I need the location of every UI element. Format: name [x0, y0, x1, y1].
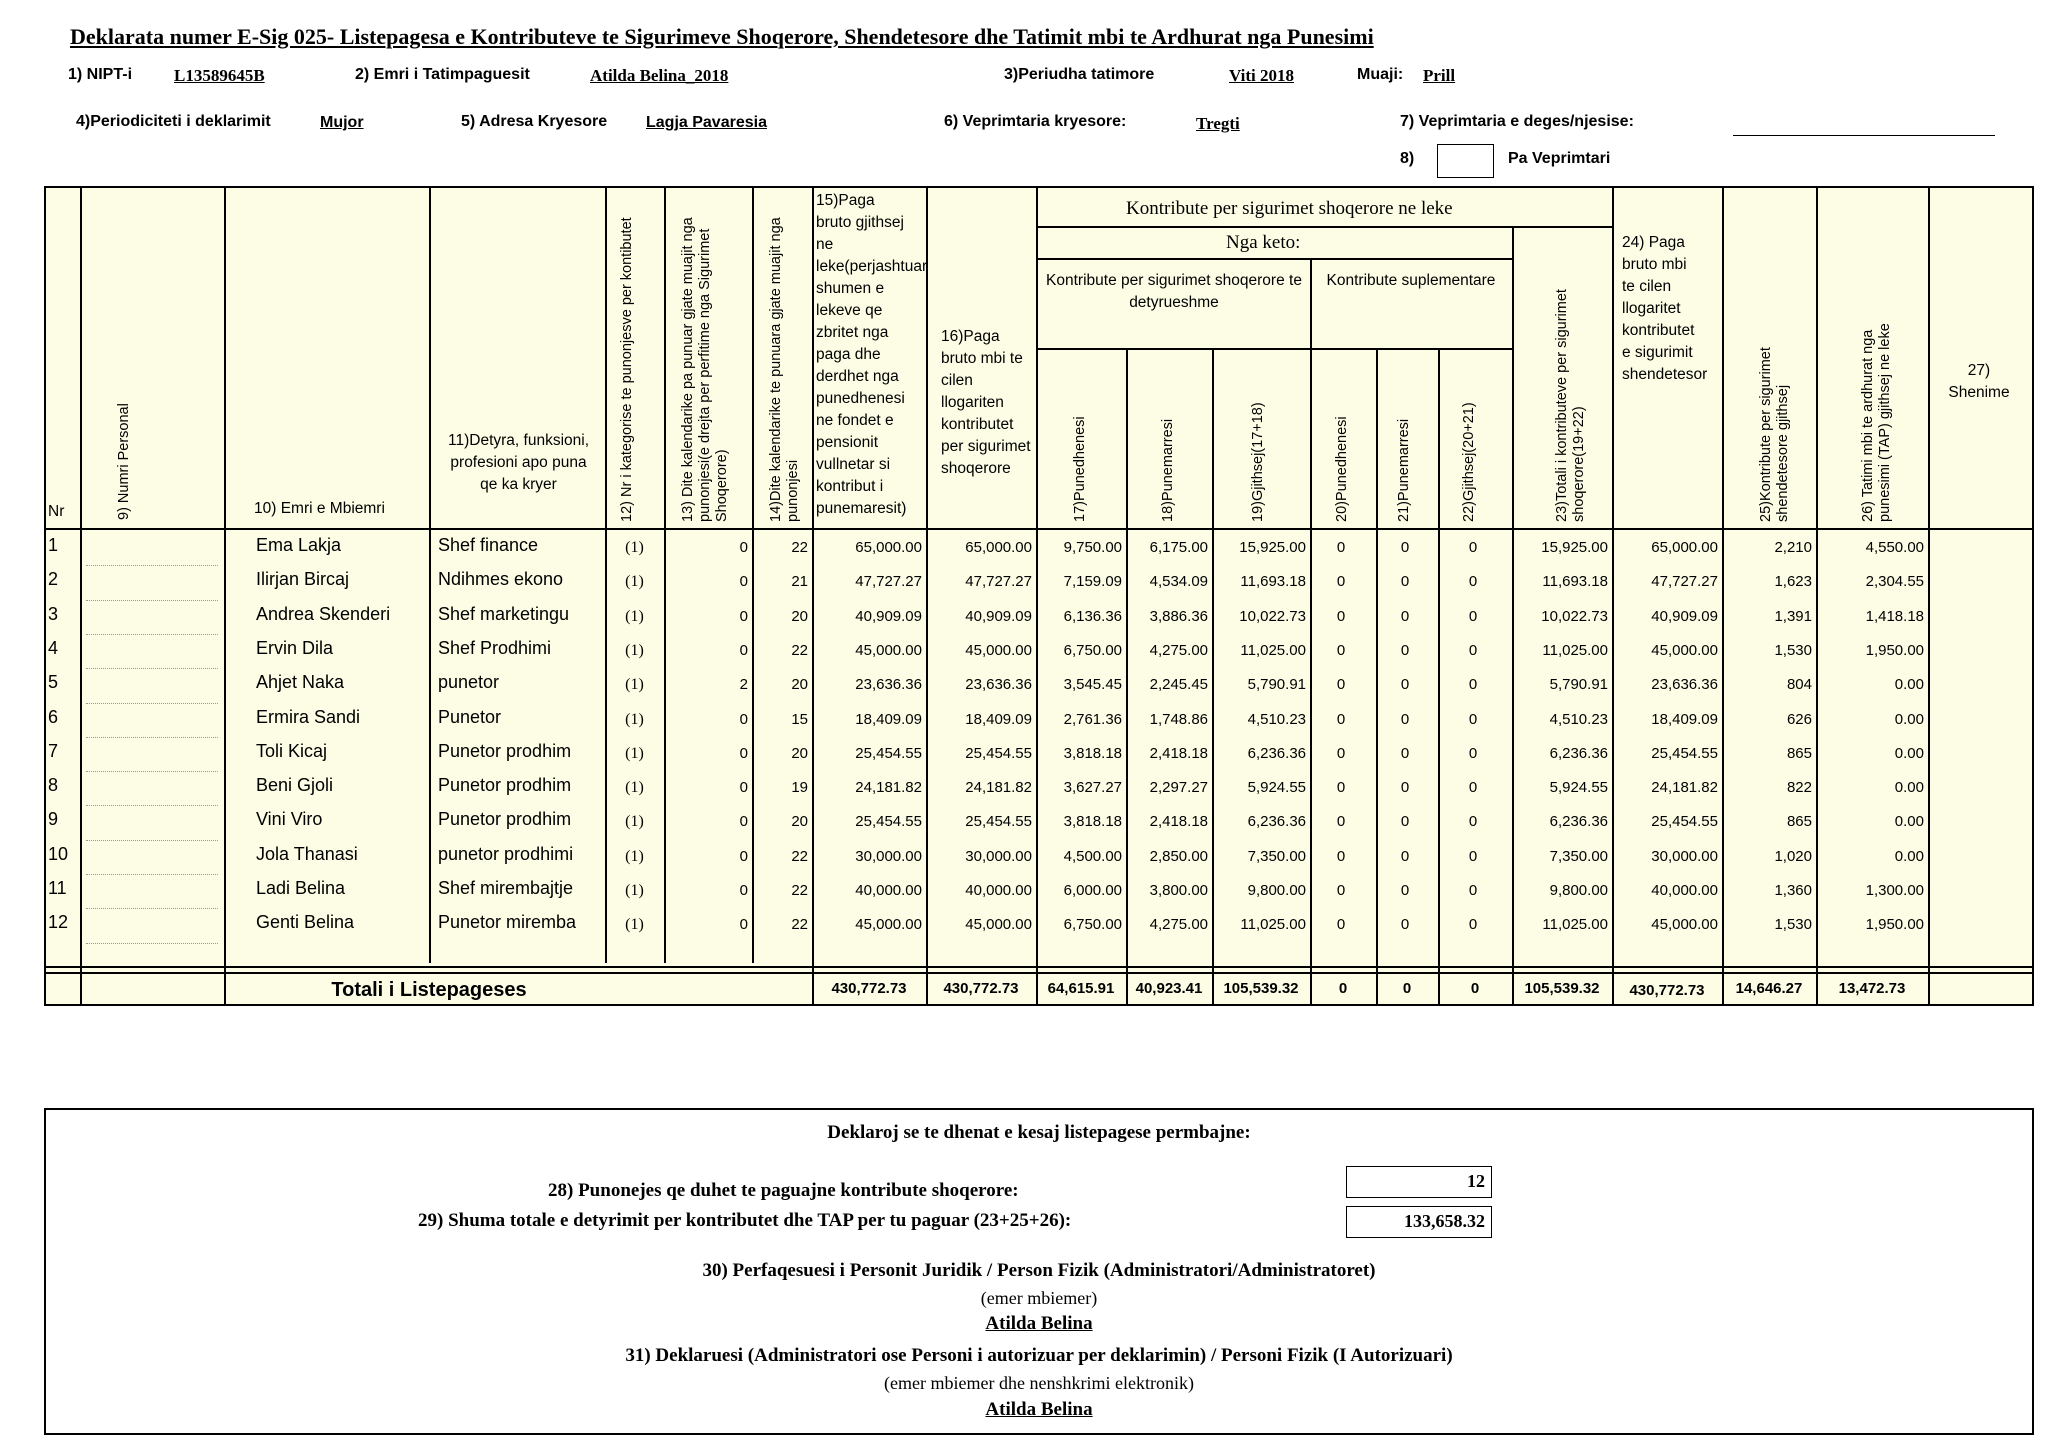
- cell-c14: 15: [791, 710, 808, 728]
- no-activity-checkbox[interactable]: [1437, 144, 1494, 178]
- cell-c13: 2: [739, 676, 748, 694]
- cell-c21: 0: [1400, 539, 1410, 556]
- cell-c14: 22: [791, 916, 808, 934]
- header-total-22: 22)Gjithsej(20+21): [1461, 402, 1477, 522]
- total-c17: 64,615.91: [1047, 980, 1115, 997]
- cell-nr: 4: [48, 637, 59, 658]
- personal-number-line: [86, 874, 218, 875]
- cell-c23: 10,022.73: [1541, 607, 1608, 625]
- cell-detyra: Ndihmes ekono: [438, 569, 564, 590]
- cell-c22: 0: [1468, 641, 1478, 659]
- cell-c22: 0: [1468, 710, 1478, 728]
- representative-name: Atilda Belina: [985, 1313, 1093, 1334]
- cell-nr: 10: [48, 843, 69, 864]
- cell-c25: 865: [1786, 813, 1812, 831]
- header-employer-17: 17)Punedhenesi: [1072, 416, 1088, 522]
- cell-c23: 11,025.00: [1542, 916, 1608, 934]
- header-nr: Nr: [48, 503, 65, 520]
- cell-c26: 0.00: [1894, 779, 1924, 797]
- header-name: 10) Emri e Mbiemri: [254, 500, 385, 517]
- cell-c15: 65,000.00: [855, 539, 922, 556]
- header-days-worked: 14)Dite kalendarike te punuara gjate muajit nga punonjesi: [768, 217, 801, 522]
- cell-c15: 25,454.55: [855, 744, 922, 762]
- cell-kat: (1): [625, 779, 644, 797]
- no-activity-label: Pa Veprimtari: [1508, 150, 1611, 167]
- cell-c16: 45,000.00: [965, 916, 1032, 934]
- cell-nr: 6: [48, 706, 59, 727]
- cell-c26: 0.00: [1894, 744, 1924, 762]
- cell-c21: 0: [1400, 573, 1410, 591]
- cell-c20: 0: [1336, 916, 1346, 934]
- cell-c16: 18,409.09: [965, 710, 1032, 728]
- cell-kat: (1): [625, 847, 644, 865]
- cell-kat: (1): [625, 539, 644, 556]
- cell-c18: 6,175.00: [1149, 539, 1208, 556]
- main-activity-value: Tregti: [1196, 114, 1240, 133]
- cell-c17: 6,750.00: [1063, 916, 1122, 934]
- cell-c15: 45,000.00: [855, 916, 922, 934]
- total-c20: 0: [1338, 980, 1348, 997]
- cell-detyra: Shef Prodhimi: [438, 637, 552, 658]
- cell-nr: 9: [48, 809, 59, 830]
- header-category: 12) Nr i kategorise te punonjesve per kontibutet: [619, 217, 635, 522]
- cell-c25: 1,623: [1774, 573, 1812, 591]
- cell-c14: 22: [791, 641, 808, 659]
- cell-c21: 0: [1400, 607, 1410, 625]
- cell-c23: 7,350.00: [1549, 847, 1608, 865]
- cell-kat: (1): [625, 916, 644, 934]
- cell-c20: 0: [1336, 607, 1346, 625]
- cell-c26: 0.00: [1894, 676, 1924, 694]
- cell-c15: 45,000.00: [855, 641, 922, 659]
- cell-emri: Ladi Belina: [256, 878, 346, 898]
- cell-c24: 65,000.00: [1651, 539, 1718, 556]
- cell-nr: 1: [48, 535, 59, 555]
- cell-c25: 626: [1786, 710, 1812, 728]
- cell-c25: 2,210: [1774, 539, 1812, 556]
- total-c15: 430,772.73: [831, 980, 907, 997]
- cell-c14: 20: [791, 607, 808, 625]
- cell-c20: 0: [1336, 573, 1346, 591]
- cell-nr: 2: [48, 569, 59, 590]
- total-liability-label: 29) Shuma totale e detyrimit per kontributet dhe TAP per tu paguar (23+25+26):: [418, 1210, 1072, 1231]
- cell-c18: 3,886.36: [1149, 607, 1208, 625]
- cell-c14: 19: [791, 779, 808, 797]
- cell-c24: 47,727.27: [1651, 573, 1718, 591]
- header-days-not-worked: 13) Dite kalendarike pa punuar gjate muajit nga punonjesi(e drejta per perfitime nga Sigurimet Shoqerore): [680, 217, 730, 522]
- header-position: 11)Detyra, funksioni, profesioni apo puna qe ka kryer: [448, 432, 589, 493]
- cell-c21: 0: [1400, 847, 1410, 865]
- cell-c21: 0: [1400, 779, 1410, 797]
- cell-c22: 0: [1468, 813, 1478, 831]
- cell-kat: (1): [625, 607, 644, 625]
- cell-nr: 5: [48, 672, 59, 693]
- main-activity-label: 6) Veprimtaria kryesore:: [944, 113, 1127, 130]
- cell-c20: 0: [1336, 847, 1346, 865]
- cell-c15: 47,727.27: [855, 573, 922, 591]
- personal-number-line: [86, 771, 218, 772]
- cell-c25: 1,530: [1774, 916, 1812, 934]
- cell-c23: 4,510.23: [1549, 710, 1608, 728]
- tax-period-value: Viti 2018: [1229, 66, 1295, 85]
- personal-number-line: [86, 805, 218, 806]
- document-title: Deklarata numer E-Sig 025- Listepagesa e Kontributeve te Sigurimeve Shoqerore, Shendetesore dhe Tatimit mbi te Ardhurat nga Punesimi: [70, 24, 1374, 49]
- header-total-19: 19)Gjithsej(17+18): [1250, 402, 1266, 522]
- total-c24: 430,772.73: [1629, 982, 1705, 999]
- totals-label: Totali i Listepageses: [331, 979, 527, 1001]
- cell-c19: 7,350.00: [1247, 847, 1306, 865]
- cell-c24: 45,000.00: [1651, 641, 1718, 659]
- cell-c18: 4,275.00: [1149, 916, 1208, 934]
- cell-c15: 23,636.36: [855, 676, 922, 694]
- cell-c18: 3,800.00: [1149, 882, 1208, 899]
- cell-c23: 15,925.00: [1541, 539, 1608, 556]
- total-c16: 430,772.73: [943, 980, 1019, 997]
- cell-c24: 30,000.00: [1651, 847, 1718, 865]
- taxpayer-name-value: Atilda Belina_2018: [590, 66, 729, 85]
- representative-label: 30) Perfaqesuesi i Personit Juridik / Person Fizik (Administratori/Administratoret): [702, 1260, 1376, 1281]
- cell-c22: 0: [1468, 882, 1478, 899]
- cell-detyra: Punetor prodhim: [438, 740, 572, 761]
- taxpayer-name-label: 2) Emri i Tatimpaguesit: [355, 66, 530, 83]
- cell-c24: 40,000.00: [1651, 882, 1718, 899]
- cell-c20: 0: [1336, 813, 1346, 831]
- cell-c16: 40,909.09: [965, 607, 1032, 625]
- cell-c13: 0: [739, 573, 748, 591]
- cell-emri: Genti Belina: [256, 912, 355, 933]
- cell-c25: 1,360: [1774, 882, 1812, 899]
- cell-c14: 22: [791, 847, 808, 865]
- personal-number-line: [86, 565, 218, 566]
- cell-c17: 3,627.27: [1063, 779, 1122, 797]
- cell-nr: 3: [48, 603, 59, 624]
- cell-c25: 1,391: [1774, 607, 1812, 625]
- cell-c14: 21: [791, 573, 808, 591]
- personal-number-line: [86, 703, 218, 704]
- cell-c15: 40,000.00: [855, 882, 922, 899]
- cell-nr: 11: [48, 878, 67, 898]
- cell-c20: 0: [1336, 710, 1346, 728]
- cell-c26: 2,304.55: [1865, 573, 1924, 591]
- branch-activity-label: 7) Veprimtaria e deges/njesise:: [1400, 113, 1634, 130]
- cell-c19: 6,236.36: [1247, 813, 1306, 831]
- cell-c13: 0: [739, 710, 748, 728]
- cell-c19: 6,236.36: [1247, 744, 1306, 762]
- cell-c26: 1,300.00: [1865, 882, 1924, 899]
- periodicity-label: 4)Periodiciteti i deklarimit: [76, 113, 271, 130]
- cell-detyra: Punetor prodhim: [438, 775, 572, 796]
- cell-c23: 9,800.00: [1549, 882, 1608, 899]
- cell-c19: 5,790.91: [1247, 676, 1306, 694]
- cell-c18: 2,418.18: [1149, 813, 1208, 831]
- header-employee-21: 21)Punemarresi: [1396, 418, 1412, 522]
- cell-c20: 0: [1336, 882, 1346, 899]
- header-health-contributions-25: 25)Kontribute per sigurimet shendetesore gjithsej: [1758, 347, 1791, 522]
- cell-detyra: Shef finance: [438, 535, 539, 555]
- total-c22: 0: [1470, 980, 1480, 997]
- month-value: Prill: [1423, 66, 1456, 85]
- cell-c22: 0: [1468, 676, 1478, 694]
- cell-emri: Ahjet Naka: [256, 672, 345, 693]
- cell-c16: 25,454.55: [965, 744, 1032, 762]
- declarant-sublabel: (emer mbiemer dhe nenshkrimi elektronik): [884, 1373, 1194, 1393]
- total-liability-value: 133,658.32: [1346, 1206, 1492, 1238]
- total-c26: 13,472.73: [1838, 980, 1906, 997]
- header-personal-number: 9) Numri Personal: [116, 403, 132, 520]
- cell-c14: 22: [791, 882, 808, 899]
- cell-c23: 5,790.91: [1549, 676, 1608, 694]
- cell-c17: 3,818.18: [1063, 813, 1122, 831]
- header-supplementary-contributions: Kontribute suplementare: [1326, 272, 1496, 289]
- cell-c23: 6,236.36: [1549, 744, 1608, 762]
- cell-c17: 7,159.09: [1063, 573, 1122, 591]
- cell-nr: 12: [48, 912, 69, 933]
- cell-c23: 11,693.18: [1542, 573, 1608, 591]
- header-gross-pay: 15)Paga bruto gjithsej ne leke(perjashtuar shumen e lekeve qe zbritet nga paga dhe derdhet nga punedhenesi ne fondet e pensionit vullnetar si kontribut i punemaresit): [816, 192, 928, 517]
- tax-period-label: 3)Periudha tatimore: [1004, 66, 1155, 83]
- cell-c17: 6,136.36: [1063, 607, 1122, 625]
- cell-emri: Ervin Dila: [256, 637, 334, 658]
- cell-emri: Ema Lakja: [256, 535, 342, 555]
- cell-c24: 24,181.82: [1651, 779, 1718, 797]
- cell-c25: 865: [1786, 744, 1812, 762]
- personal-number-line: [86, 634, 218, 635]
- cell-c22: 0: [1468, 916, 1478, 934]
- cell-c25: 1,530: [1774, 641, 1812, 659]
- personal-number-line: [86, 908, 218, 909]
- cell-c16: 25,454.55: [965, 813, 1032, 831]
- header-of-which: Nga keto:: [1226, 232, 1301, 253]
- cell-c26: 0.00: [1894, 847, 1924, 865]
- total-c19: 105,539.32: [1223, 980, 1299, 997]
- cell-c19: 10,022.73: [1239, 607, 1306, 625]
- payroll-table: [44, 186, 2034, 1006]
- cell-c22: 0: [1468, 744, 1478, 762]
- cell-c19: 11,025.00: [1240, 916, 1306, 934]
- cell-c16: 40,000.00: [965, 882, 1032, 899]
- cell-c15: 24,181.82: [855, 779, 922, 797]
- cell-c17: 2,761.36: [1063, 710, 1122, 728]
- cell-c13: 0: [739, 779, 748, 797]
- cell-detyra: Shef mirembajtje: [438, 878, 574, 898]
- cell-kat: (1): [625, 813, 644, 831]
- cell-c24: 40,909.09: [1651, 607, 1718, 625]
- cell-c24: 25,454.55: [1651, 744, 1718, 762]
- cell-c16: 23,636.36: [965, 676, 1032, 694]
- cell-c16: 30,000.00: [965, 847, 1032, 865]
- cell-c16: 65,000.00: [965, 539, 1032, 556]
- cell-c18: 1,748.86: [1149, 710, 1208, 728]
- cell-c21: 0: [1400, 813, 1410, 831]
- header-mandatory-contributions: Kontribute per sigurimet shoqerore te detyrueshme: [1046, 272, 1302, 311]
- cell-detyra: punetor prodhimi: [438, 843, 574, 864]
- cell-nr: 8: [48, 775, 59, 796]
- cell-detyra: punetor: [438, 672, 500, 693]
- cell-c22: 0: [1468, 573, 1478, 591]
- cell-c24: 25,454.55: [1651, 813, 1718, 831]
- cell-c18: 4,534.09: [1149, 573, 1208, 591]
- header-employer-20: 20)Punedhenesi: [1334, 416, 1350, 522]
- cell-c19: 5,924.55: [1247, 779, 1306, 797]
- declaration-box: [44, 1108, 2034, 1435]
- cell-c25: 804: [1786, 676, 1812, 694]
- cell-c13: 0: [739, 813, 748, 831]
- declaration-heading: Deklaroj se te dhenat e kesaj listepagese permbajne:: [827, 1122, 1251, 1143]
- cell-c21: 0: [1400, 882, 1410, 899]
- cell-c19: 4,510.23: [1247, 710, 1306, 728]
- cell-c13: 0: [739, 539, 748, 556]
- total-c23: 105,539.32: [1524, 980, 1600, 997]
- cell-c17: 3,818.18: [1063, 744, 1122, 762]
- employees-count-value: 12: [1346, 1166, 1492, 1198]
- cell-c15: 18,409.09: [855, 710, 922, 728]
- cell-c26: 0.00: [1894, 710, 1924, 728]
- cell-c26: 1,418.18: [1865, 607, 1924, 625]
- total-c21: 0: [1402, 980, 1412, 997]
- cell-c20: 0: [1336, 676, 1346, 694]
- cell-c13: 0: [739, 847, 748, 865]
- periodicity-value: Mujor: [320, 114, 364, 131]
- cell-c22: 0: [1468, 539, 1478, 556]
- cell-c19: 11,693.18: [1240, 573, 1306, 591]
- personal-number-line: [86, 668, 218, 669]
- cell-c18: 2,850.00: [1149, 847, 1208, 865]
- declarant-label: 31) Deklaruesi (Administratori ose Personi i autorizuar per deklarimin) / Personi Fizik (I Autorizuari): [625, 1345, 1453, 1366]
- cell-c20: 0: [1336, 641, 1346, 659]
- header-total-contributions-23: 23)Totali i kontributeve per sigurimet shoqerore(19+22): [1554, 289, 1587, 522]
- cell-c15: 25,454.55: [855, 813, 922, 831]
- cell-c24: 23,636.36: [1651, 676, 1718, 694]
- cell-c24: 45,000.00: [1651, 916, 1718, 934]
- personal-number-line: [86, 600, 218, 601]
- nipt-value: L13589645B: [174, 66, 265, 85]
- cell-c14: 22: [791, 539, 808, 556]
- cell-c22: 0: [1468, 847, 1478, 865]
- cell-emri: Toli Kicaj: [256, 740, 328, 761]
- cell-c23: 11,025.00: [1542, 641, 1608, 659]
- cell-c19: 9,800.00: [1247, 882, 1306, 899]
- cell-c18: 2,245.45: [1149, 676, 1208, 694]
- cell-c20: 0: [1336, 744, 1346, 762]
- cell-c26: 4,550.00: [1865, 539, 1924, 556]
- cell-c22: 0: [1468, 607, 1478, 625]
- cell-c19: 11,025.00: [1240, 641, 1306, 659]
- nipt-label: 1) NIPT-i: [68, 66, 133, 83]
- total-c25: 14,646.27: [1735, 980, 1803, 997]
- declarant-name: Atilda Belina: [985, 1399, 1093, 1420]
- cell-c15: 30,000.00: [855, 847, 922, 865]
- cell-kat: (1): [625, 744, 644, 762]
- cell-c17: 6,750.00: [1063, 641, 1122, 659]
- cell-kat: (1): [625, 573, 644, 591]
- cell-kat: (1): [625, 710, 644, 728]
- branch-activity-line: [1733, 135, 1995, 136]
- cell-emri: Vini Viro: [256, 809, 323, 830]
- cell-emri: Ilirjan Bircaj: [256, 569, 350, 590]
- cell-c19: 15,925.00: [1239, 539, 1306, 556]
- cell-c17: 3,545.45: [1063, 676, 1122, 694]
- cell-c18: 2,297.27: [1149, 779, 1208, 797]
- cell-nr: 7: [48, 740, 59, 761]
- cell-c21: 0: [1400, 676, 1410, 694]
- no-activity-number: 8): [1400, 150, 1415, 167]
- cell-emri: Jola Thanasi: [256, 843, 358, 864]
- address-value: Lagja Pavaresia: [646, 114, 767, 131]
- header-health-pay-24: 24) Paga bruto mbi te cilen llogaritet kontributet e sigurimit shendetesor: [1622, 234, 1708, 383]
- cell-c17: 4,500.00: [1063, 847, 1122, 865]
- cell-c23: 6,236.36: [1549, 813, 1608, 831]
- cell-kat: (1): [625, 641, 644, 659]
- cell-c16: 45,000.00: [965, 641, 1032, 659]
- cell-c13: 0: [739, 744, 748, 762]
- month-label: Muaji:: [1357, 66, 1404, 83]
- personal-number-line: [86, 737, 218, 738]
- cell-kat: (1): [625, 882, 644, 899]
- cell-kat: (1): [625, 676, 644, 694]
- cell-c21: 0: [1400, 916, 1410, 934]
- cell-emri: Beni Gjoli: [256, 775, 334, 796]
- cell-c23: 5,924.55: [1549, 779, 1608, 797]
- personal-number-line: [86, 840, 218, 841]
- cell-c21: 0: [1400, 641, 1410, 659]
- cell-c18: 4,275.00: [1149, 641, 1208, 659]
- representative-sublabel: (emer mbiemer): [980, 1288, 1098, 1308]
- cell-c20: 0: [1336, 779, 1346, 797]
- cell-c26: 0.00: [1894, 813, 1924, 831]
- cell-detyra: Punetor miremba: [438, 912, 577, 933]
- cell-c13: 0: [739, 916, 748, 934]
- cell-c22: 0: [1468, 779, 1478, 797]
- employees-count-label: 28) Punonejes qe duhet te paguajne kontribute shoqerore:: [548, 1180, 1019, 1201]
- cell-c14: 20: [791, 676, 808, 694]
- personal-number-line: [86, 943, 218, 944]
- address-label: 5) Adresa Kryesore: [461, 113, 608, 130]
- header-employee-18: 18)Punemarresi: [1160, 418, 1176, 522]
- cell-c16: 24,181.82: [965, 779, 1032, 797]
- cell-c17: 9,750.00: [1063, 539, 1122, 556]
- cell-c24: 18,409.09: [1651, 710, 1718, 728]
- cell-c25: 822: [1786, 779, 1812, 797]
- cell-detyra: Shef marketingu: [438, 603, 570, 624]
- cell-c13: 0: [739, 882, 748, 899]
- cell-emri: Andrea Skenderi: [256, 603, 391, 624]
- cell-c14: 20: [791, 744, 808, 762]
- cell-c13: 0: [739, 607, 748, 625]
- header-social-contributions: Kontribute per sigurimet shoqerore ne leke: [1126, 198, 1453, 219]
- cell-c21: 0: [1400, 744, 1410, 762]
- cell-c21: 0: [1400, 710, 1410, 728]
- header-income-tax-26: 26) Tatimi mbi te ardhurat nga punesimi (TAP) gjithsej ne leke: [1860, 323, 1893, 522]
- cell-c16: 47,727.27: [965, 573, 1032, 591]
- cell-c25: 1,020: [1774, 847, 1812, 865]
- cell-c17: 6,000.00: [1063, 882, 1122, 899]
- header-gross-pay-base: 16)Paga bruto mbi te cilen llogariten kontributet per sigurimet shoqerore: [941, 328, 1031, 477]
- cell-c14: 20: [791, 813, 808, 831]
- cell-c13: 0: [739, 641, 748, 659]
- cell-detyra: Punetor prodhim: [438, 809, 572, 830]
- cell-c15: 40,909.09: [855, 607, 922, 625]
- total-c18: 40,923.41: [1135, 980, 1203, 997]
- cell-c26: 1,950.00: [1865, 641, 1924, 659]
- header-notes: 27) Shenime: [1948, 362, 2010, 401]
- cell-c18: 2,418.18: [1149, 744, 1208, 762]
- cell-detyra: Punetor: [438, 706, 502, 727]
- cell-c20: 0: [1336, 539, 1346, 556]
- cell-emri: Ermira Sandi: [256, 706, 361, 727]
- cell-c26: 1,950.00: [1865, 916, 1924, 934]
